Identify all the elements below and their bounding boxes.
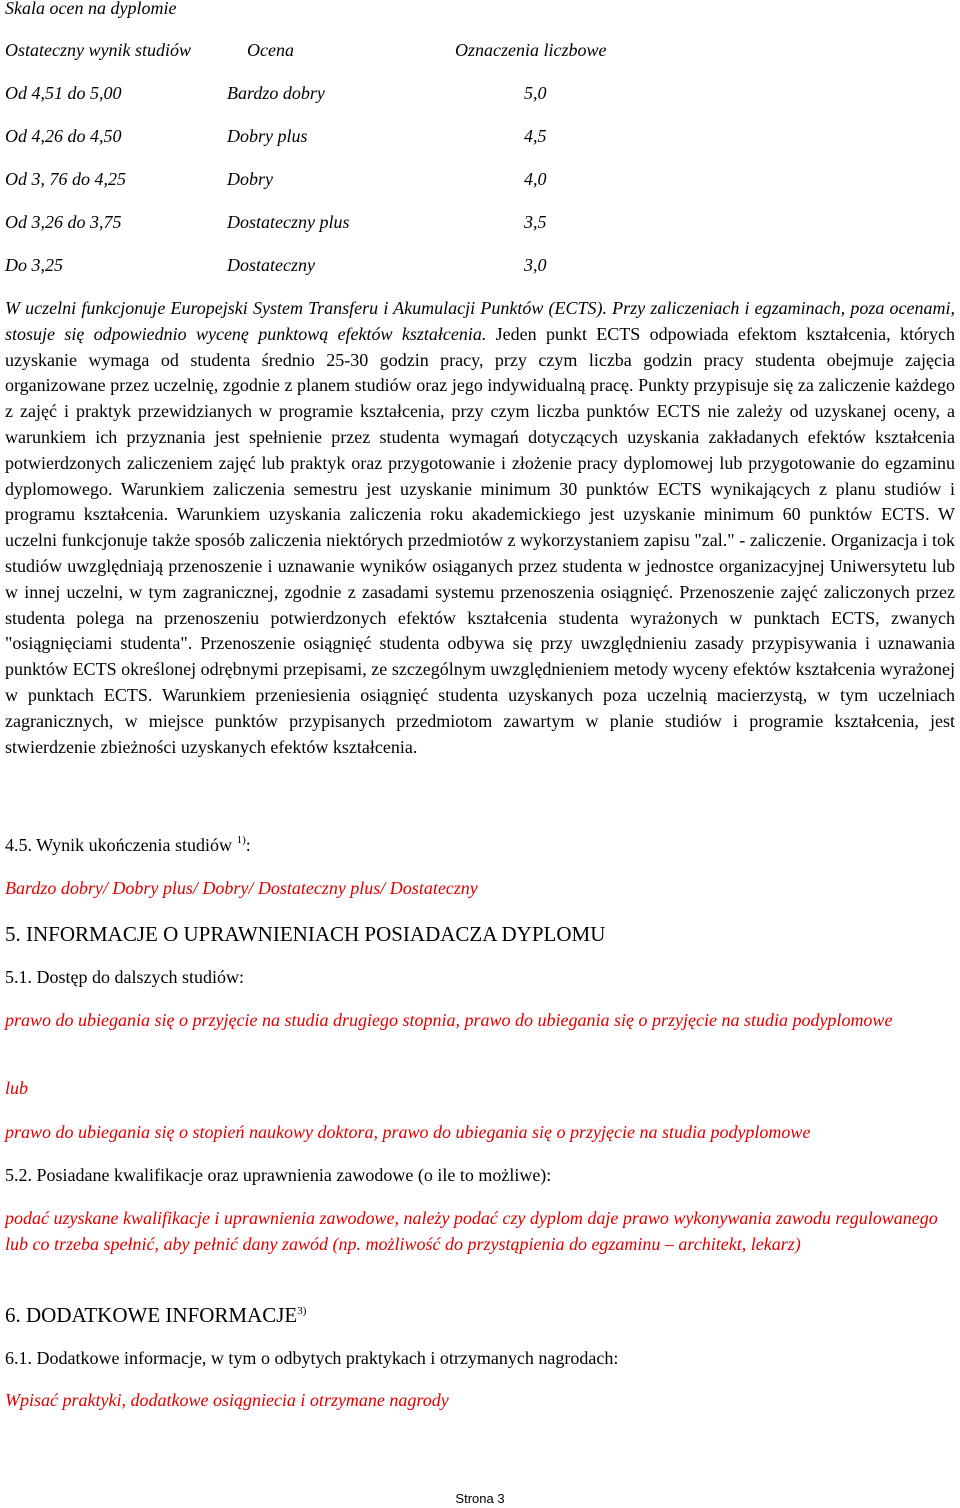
scale-row-range: Od 4,26 do 4,50 — [5, 126, 122, 146]
scale-row-range: Od 3,26 do 3,75 — [5, 212, 122, 232]
section-5-2-label: 5.2. Posiadane kwalifikacje oraz uprawnienia zawodowe (o ile to możliwe): — [5, 1165, 552, 1185]
section-5-2-value: podać uzyskane kwalifikacje i uprawnienia zawodowe, należy podać czy dyplom daje prawo wykonywania zawodu regulowanego lub co trzeba spełnić, aby pełnić dany zawód (np. możliwość do przystąpienia do egzaminu – architekt, lekarz) — [5, 1208, 938, 1254]
scale-header-numeric: Oznaczenia liczbowe — [455, 40, 607, 60]
section-6-heading-text: 6. DODATKOWE INFORMACJE — [5, 1303, 298, 1327]
section-5-1-label: 5.1. Dostęp do dalszych studiów: — [5, 967, 244, 987]
scale-row-numeric: 4,5 — [524, 126, 547, 146]
section-5-1-value-alt: prawo do ubiegania się o stopień naukowy doktora, prawo do ubiegania się o przyjęcie na studia podyplomowe — [5, 1122, 811, 1142]
section-6-heading — [5, 1302, 306, 1328]
scale-row-numeric: 3,0 — [524, 255, 547, 275]
page-footer: Strona 3 — [455, 1491, 505, 1506]
scale-row-numeric: 5,0 — [524, 83, 547, 103]
scale-row-grade: Dobry plus — [227, 126, 308, 146]
scale-header-result: Ostateczny wynik studiów — [5, 40, 191, 60]
section-4-5-colon: : — [245, 835, 251, 855]
scale-row-grade: Dostateczny — [227, 255, 315, 275]
scale-row-range: Od 3, 76 do 4,25 — [5, 169, 126, 189]
scale-row-numeric: 3,5 — [524, 212, 547, 232]
section-6-1-value: Wpisać praktyki, dodatkowe osiągniecia i otrzymane nagrody — [5, 1390, 449, 1410]
section-5-heading: 5. INFORMACJE O UPRAWNIENIACH POSIADACZA DYPLOMU — [5, 922, 606, 946]
section-6-1-label: 6.1. Dodatkowe informacje, w tym o odbytych praktykach i otrzymanych nagrodach: — [5, 1348, 619, 1368]
scale-row-range: Od 4,51 do 5,00 — [5, 83, 122, 103]
scale-row-grade: Bardzo dobry — [227, 83, 325, 103]
section-4-5-label — [5, 834, 251, 856]
section-5-1-or: lub — [5, 1078, 29, 1098]
scale-row-grade: Dostateczny plus — [227, 212, 350, 232]
ects-intro-italic: W uczelni funkcjonuje Europejski System Transferu i Akumulacji Punktów (ECTS). Przy zaliczeniach i egzaminach, poza ocenami, stosuje się odpowiednio wycenę punktową efektów kształcenia. — [5, 298, 955, 344]
ects-body: Jeden punkt ECTS odpowiada efektom kształcenia, których uzyskanie wymaga od studenta średnio 25-30 godzin pracy, przy czym liczba godzin pracy studenta obejmuje zajęcia organizowane przez uczelnię, zgodnie z planem studiów oraz jego indywidualną pracę. Punkty przypisuje się za zaliczenie każdego z zajęć i praktyk przewidzianych w programie kształcenia, przy czym liczba punktów ECTS nie zależy od uzyskanej oceny, a warunkiem ich przyznania jest spełnienie przez studenta wymagań dotyczących uzyskania zakładanych efektów kształcenia potwierdzonych zaliczeniem zajęć lub praktyk oraz przygotowanie i złożenie pracy dyplomowej lub przygotowanie do egzaminu dyplomowego. Warunkiem zaliczenia semestru jest uzyskanie minimum 30 punktów ECTS wynikających z planu studiów i programu kształcenia. Warunkiem uzyskania zaliczenia roku akademickiego jest uzyskanie minimum 60 punktów ECTS. W uczelni funkcjonuje także sposób zaliczenia niektórych przedmiotów z wykorzystaniem zapisu "zal." - zaliczenie. Organizacja i tok studiów uwzględniają przenoszenie i uznawanie wyników osiąganych przez studenta w jednostce organizacyjnej Uniwersytetu lub w innej uczelni, w tym zagranicznej, zgodnie z zasadami systemu przenoszenia osiągnięć. Przenoszenie zajęć zaliczonych przez studenta polega na przenoszeniu potwierdzonych efektów kształcenia studenta wyrażonych w punktach ECTS, zwanych "osiągnięciami studenta". Przenoszenie osiągnięć studenta odbywa się przy uwzględnieniu zasady przypisywania i uznawania punktów ECTS określonej odrębnymi przepisami, ze szczególnym uwzględnieniem metody wyceny efektów kształcenia wyrażonej w punktach ECTS. Warunkiem przeniesienia osiągnięć studenta uzyskanych poza uczelnią macierzystą, w tym uczelniach zagranicznych, w miejsce punktów przypisanych przedmiotom zawartym w planie studiów i programie kształcenia, jest stwierdzenie zbieżności uzyskanych efektów kształcenia. — [5, 323, 955, 757]
ects-paragraph — [5, 296, 955, 760]
section-4-5-value: Bardzo dobry/ Dobry plus/ Dobry/ Dostateczny plus/ Dostateczny — [5, 878, 478, 898]
scale-row-numeric: 4,0 — [524, 169, 547, 189]
scale-header-grade: Ocena — [247, 40, 294, 60]
footnote-ref: 1) — [236, 834, 246, 846]
section-5-1-value: prawo do ubiegania się o przyjęcie na studia drugiego stopnia, prawo do ubiegania się o przyjęcie na studia podyplomowe — [5, 1010, 893, 1030]
scale-row-range: Do 3,25 — [5, 255, 63, 275]
section-4-5-text: 4.5. Wynik ukończenia studiów — [5, 835, 233, 855]
scale-row-grade: Dobry — [227, 169, 273, 189]
footnote-ref: 3) — [297, 1305, 307, 1317]
scale-title: Skala ocen na dyplomie — [5, 0, 177, 18]
